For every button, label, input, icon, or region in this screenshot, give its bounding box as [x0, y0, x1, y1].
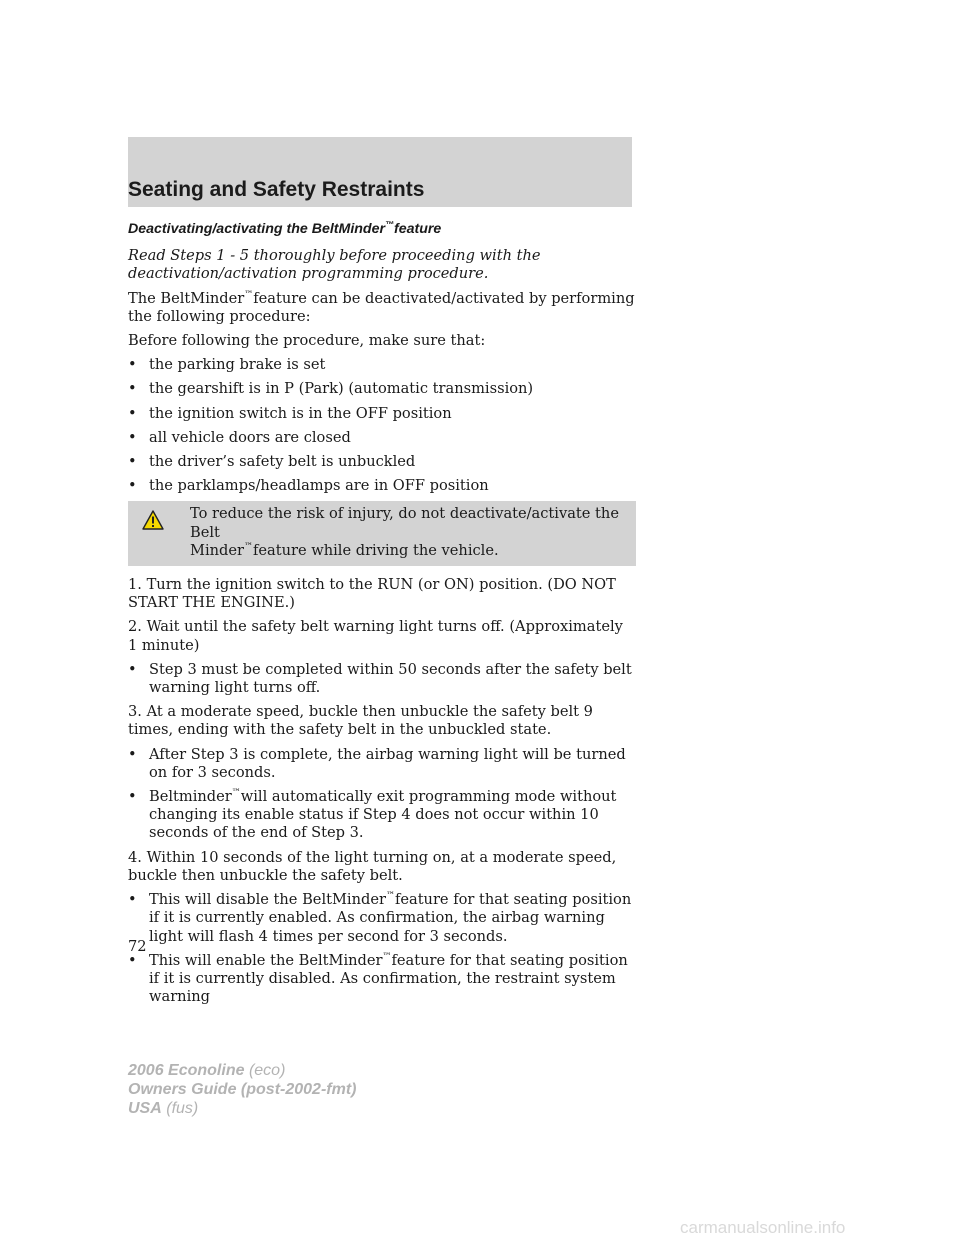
list-item: • all vehicle doors are closed — [128, 428, 351, 446]
page-number: 72 — [128, 938, 147, 955]
trademark-mark: ™ — [231, 788, 241, 799]
page-content — [128, 218, 636, 1012]
watermark: carmanualsonline.info — [680, 1218, 846, 1237]
step-3: 3. At a moderate speed, buckle then unbuckle the safety belt 9 times, ending with the safety belt in the unbuckled state. — [128, 703, 593, 739]
list-item: • the parklamps/headlamps are in OFF position — [128, 477, 489, 495]
document-footer: 2006 Econoline (eco) Owners Guide (post-2002-fmt) USA (fus) — [128, 1062, 357, 1117]
trademark-mark: ™ — [244, 289, 254, 300]
step-4-note: • This will disable the BeltMinder™feature for that seating position if it is currently enabled. As confirmation, the airbag warning light will flash 4 times per second for 3 seconds. — [128, 891, 632, 945]
subheading-text: Deactivating/activating the BeltMinder — [128, 221, 386, 237]
trademark-mark: ™ — [385, 219, 395, 230]
paragraph-description: The BeltMinder™feature can be deactivated/activated by performing the following procedure: — [128, 289, 635, 325]
section-title: Seating and Safety Restraints — [128, 178, 425, 201]
subheading — [128, 220, 636, 238]
trademark-mark: ™ — [385, 891, 395, 902]
step-4: 4. Within 10 seconds of the light turning on, at a moderate speed, buckle then unbuckle the safety belt. — [128, 848, 617, 884]
step-2-note: • Step 3 must be completed within 50 seconds after the safety belt warning light turns off. — [128, 660, 632, 697]
step-3-note: • Beltminder™will automatically exit programming mode without changing its enable status if Step 4 does not occur within 10 seconds of the end of Step 3. — [128, 788, 617, 842]
warning-box — [128, 501, 636, 566]
list-item: • the driver’s safety belt is unbuckled — [128, 453, 416, 471]
trademark-mark: ™ — [243, 541, 253, 552]
checklist — [128, 356, 636, 495]
warning-triangle-icon — [142, 510, 164, 530]
step-3-note: • After Step 3 is complete, the airbag warning light will be turned on for 3 seconds. — [128, 745, 626, 781]
warning-text: To reduce the risk of injury, do not deactivate/activate the Belt Minder™feature while driving the vehicle. — [190, 505, 619, 559]
intro-paragraph: Read Steps 1 - 5 thoroughly before proceeding with the deactivation/activation programming procedure. — [128, 247, 541, 283]
step-2: 2. Wait until the safety belt warning light turns off. (Approximately 1 minute) — [128, 618, 623, 654]
subheading-text-end: feature — [394, 221, 442, 237]
list-item: • the gearshift is in P (Park) (automatic transmission) — [128, 380, 534, 398]
list-item: • the ignition switch is in the OFF position — [128, 404, 452, 422]
paragraph-before: Before following the procedure, make sure that: — [128, 332, 486, 350]
step-4-note: • This will enable the BeltMinder™feature for that seating position if it is currently disabled. As confirmation, the restraint system warning — [128, 951, 628, 1006]
trademark-mark: ™ — [382, 951, 392, 962]
list-item: • the parking brake is set — [128, 356, 326, 374]
step-1: 1. Turn the ignition switch to the RUN (or ON) position. (DO NOT START THE ENGINE.) — [128, 576, 616, 612]
